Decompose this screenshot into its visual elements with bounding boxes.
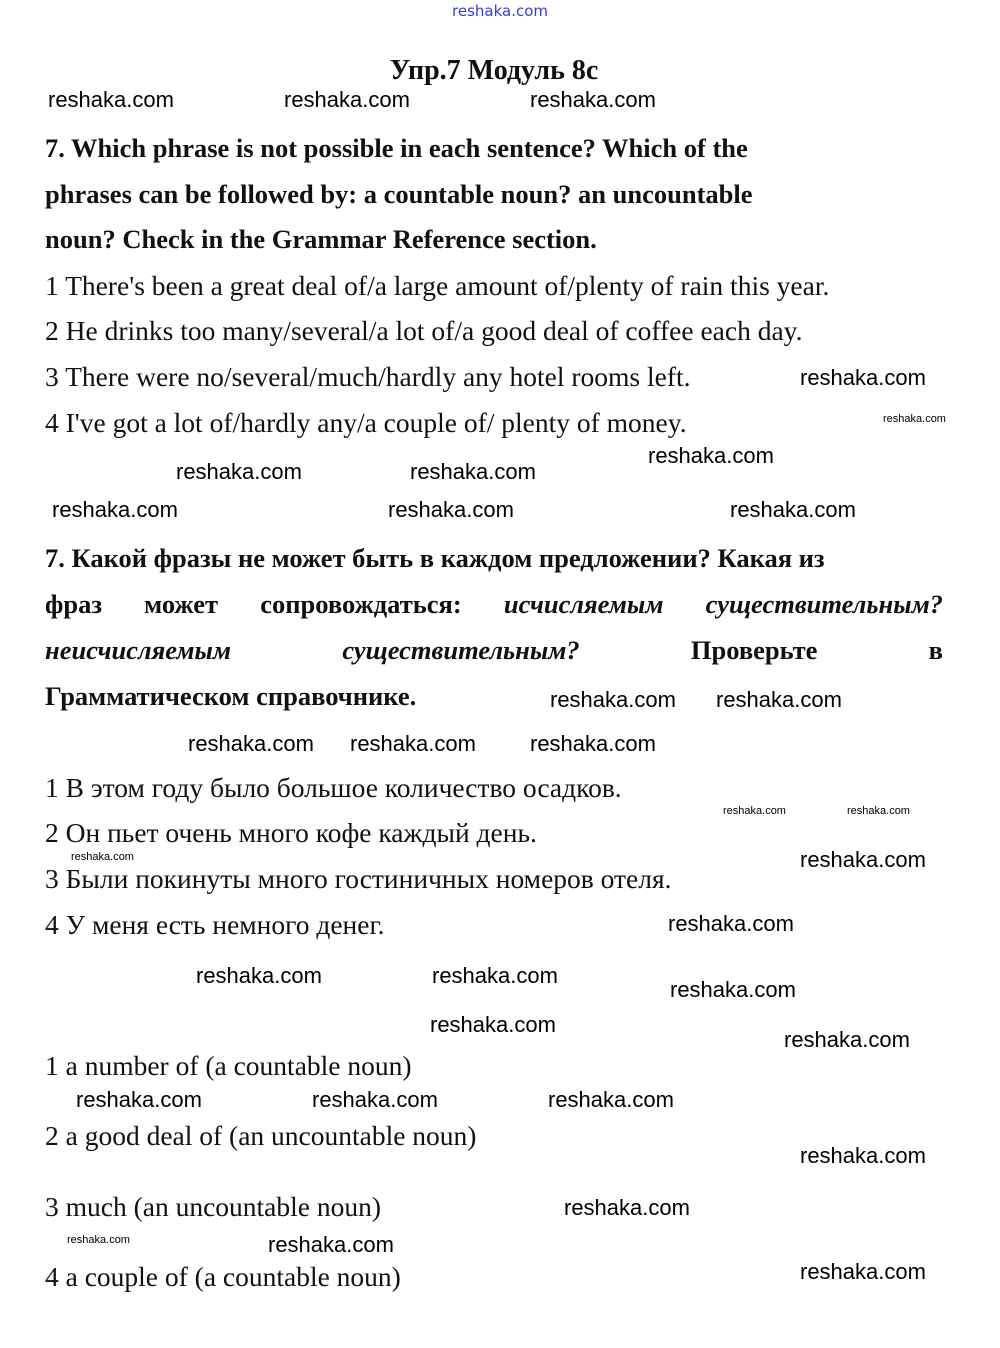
russian-question-line	[45, 635, 943, 666]
answer: 4 a couple of (a countable noun)	[45, 1261, 401, 1292]
watermark: reshaka.com	[196, 963, 322, 988]
watermark: reshaka.com	[800, 365, 926, 390]
word: фраз	[45, 589, 102, 619]
watermark: reshaka.com	[388, 497, 514, 522]
watermark: reshaka.com	[432, 963, 558, 988]
watermark: reshaka.com	[71, 851, 134, 863]
watermark: reshaka.com	[312, 1087, 438, 1112]
russian-sentence: 4 У меня есть немного денег.	[45, 909, 385, 940]
watermark: reshaka.com	[530, 731, 656, 756]
english-sentence: 4 I've got a lot of/hardly any/a couple of/ plenty of money.	[45, 407, 687, 438]
watermark: reshaka.com	[730, 497, 856, 522]
english-sentence: 1 There's been a great deal of/a large amount of/plenty of rain this year.	[45, 270, 830, 301]
watermark: reshaka.com	[52, 497, 178, 522]
word: в	[928, 635, 943, 665]
word: Проверьте	[690, 635, 818, 665]
watermark: reshaka.com	[410, 459, 536, 484]
watermark: reshaka.com	[430, 1012, 556, 1037]
watermark: reshaka.com	[284, 87, 410, 112]
watermark: reshaka.com	[268, 1232, 394, 1257]
russian-question-line	[45, 589, 943, 620]
russian-question-line: 7. Какой фразы не может быть в каждом предложении? Какая из	[45, 543, 825, 573]
russian-question-line: Грамматическом справочнике.	[45, 681, 417, 711]
word: существительным?	[342, 635, 580, 665]
watermark: reshaka.com	[800, 847, 926, 872]
header-watermark: reshaka.com	[452, 2, 548, 20]
watermark: reshaka.com	[76, 1087, 202, 1112]
english-sentence: 3 There were no/several/much/hardly any hotel rooms left.	[45, 361, 691, 392]
watermark: reshaka.com	[668, 911, 794, 936]
english-sentence: 2 He drinks too many/several/a lot of/a good deal of coffee each day.	[45, 315, 803, 346]
watermark: reshaka.com	[784, 1027, 910, 1052]
russian-sentence: 2 Он пьет очень много кофе каждый день.	[45, 817, 537, 848]
word: может	[144, 589, 219, 619]
page-title: Упр.7 Модуль 8c	[389, 55, 599, 86]
english-question-line: 7. Which phrase is not possible in each sentence? Which of the	[45, 133, 748, 163]
watermark: reshaka.com	[67, 1234, 130, 1246]
russian-sentence: 1 В этом году было большое количество осадков.	[45, 772, 622, 803]
watermark: reshaka.com	[716, 687, 842, 712]
watermark: reshaka.com	[188, 731, 314, 756]
watermark: reshaka.com	[670, 977, 796, 1002]
watermark: reshaka.com	[548, 1087, 674, 1112]
answer: 1 a number of (a countable noun)	[45, 1050, 412, 1081]
watermark: reshaka.com	[530, 87, 656, 112]
watermark: reshaka.com	[648, 443, 774, 468]
english-question-line: phrases can be followed by: a countable noun? an uncountable	[45, 179, 753, 209]
watermark: reshaka.com	[350, 731, 476, 756]
watermark: reshaka.com	[847, 805, 910, 817]
word: неисчисляемым	[45, 635, 232, 665]
answer: 2 a good deal of (an uncountable noun)	[45, 1120, 477, 1151]
word: исчисляемым	[503, 589, 664, 619]
watermark: reshaka.com	[48, 87, 174, 112]
word: сопровождаться:	[260, 589, 462, 619]
english-question-line: noun? Check in the Grammar Reference section.	[45, 224, 597, 254]
watermark: reshaka.com	[883, 413, 946, 425]
russian-sentence: 3 Были покинуты много гостиничных номеров отеля.	[45, 863, 672, 894]
watermark: reshaka.com	[723, 805, 786, 817]
watermark: reshaka.com	[564, 1195, 690, 1220]
watermark: reshaka.com	[176, 459, 302, 484]
watermark: reshaka.com	[800, 1143, 926, 1168]
answer: 3 much (an uncountable noun)	[45, 1191, 382, 1222]
watermark: reshaka.com	[550, 687, 676, 712]
watermark: reshaka.com	[800, 1259, 926, 1284]
word: существительным?	[705, 589, 943, 619]
